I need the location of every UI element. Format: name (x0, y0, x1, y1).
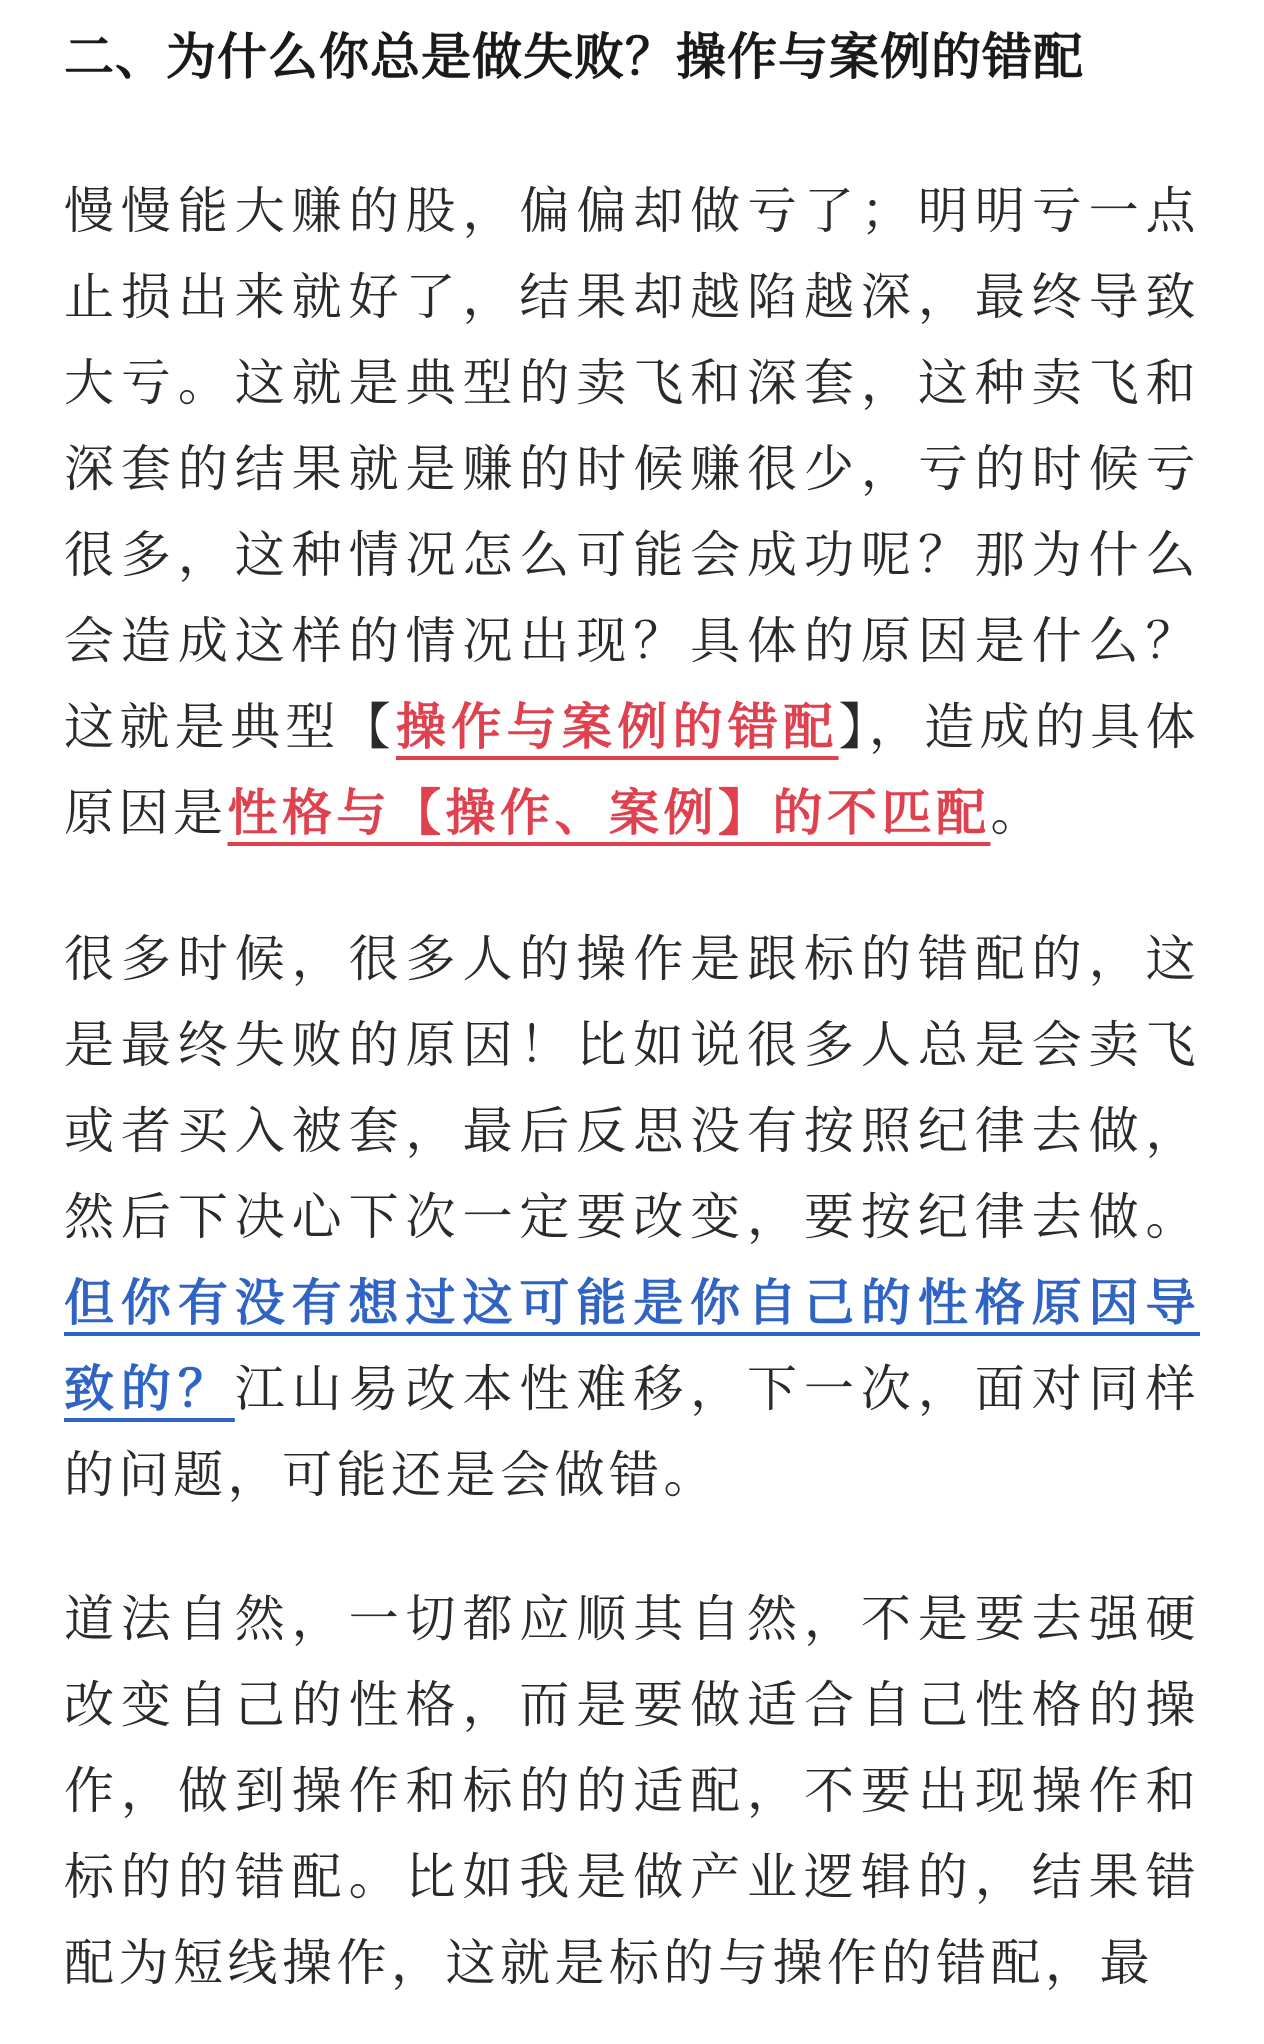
paragraph-1-text-b: 】，造成的具体原因是 (64, 698, 1201, 842)
article-body (64, 0, 1200, 2006)
paragraph-1 (64, 168, 1200, 856)
highlight-personality-mismatch: 性格与【操作、案例】的不匹配 (227, 784, 991, 842)
highlight-personality-question: 但你有没有想过这可能是你自己的性格原因导致的？ (64, 1274, 1200, 1418)
paragraph-1-text-c: 。 (990, 784, 1045, 842)
paragraph-1-text-a: 慢慢能大赚的股，偏偏却做亏了；明明亏一点止损出来就好了，结果却越陷越深，最终导致大亏。这就是典型的卖飞和深套，这种卖飞和深套的结果就是赚的时候赚很少，亏的时候亏很多，这种情况怎么可能会成功呢？那为什么会造成这样的情况出现？具体的原因是什么？这就是典型【 (64, 182, 1200, 756)
highlight-operation-case-mismatch: 操作与案例的错配 (395, 698, 839, 756)
paragraph-2 (64, 916, 1200, 1518)
section-heading: 二、为什么你总是做失败？操作与案例的错配 (64, 28, 1084, 86)
paragraph-2-text-b: 江山易改本性难移，下一次，面对同样的问题，可能还是会做错。 (64, 1360, 1201, 1504)
paragraph-3-text-a: 道法自然，一切都应顺其自然，不是要去强硬改变自己的性格，而是要做适合自己性格的操作，做到操作和标的的适配，不要出现操作和标的的错配。比如我是做产业逻辑的，结果错配为短线操作，这就是标的与操作的错配，最 (64, 1590, 1200, 1992)
paragraph-3 (64, 1576, 1200, 2006)
paragraph-2-text-a: 很多时候，很多人的操作是跟标的错配的，这是最终失败的原因！比如说很多人总是会卖飞或者买入被套，最后反思没有按照纪律去做，然后下决心下次一定要改变，要按纪律去做。 (64, 930, 1200, 1246)
